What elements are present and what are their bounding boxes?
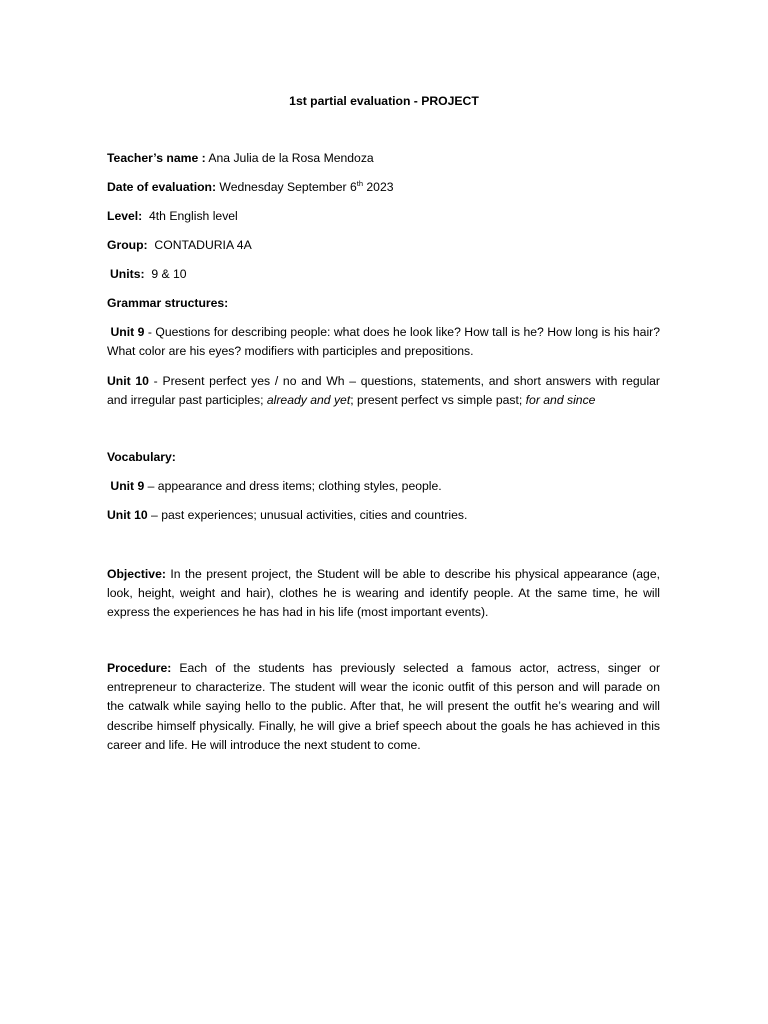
objective-paragraph xyxy=(107,565,660,623)
grammar-unit10-text-a: Present perfect yes / no and Wh – questions, statements, and short answers with regular and irregular past participles; xyxy=(107,374,660,408)
document-title: 1st partial evaluation - PROJECT xyxy=(289,94,479,108)
level-line xyxy=(107,207,238,226)
grammar-unit9-paragraph xyxy=(107,323,660,361)
vocabulary-unit9-label: Unit 9 xyxy=(110,479,145,493)
grammar-unit10-italic-2: for and since xyxy=(525,393,596,408)
teacher-line xyxy=(107,149,374,168)
units-label: Units: xyxy=(110,267,145,281)
procedure-paragraph xyxy=(107,659,660,755)
objective-text: In the present project, the Student will be able to describe his physical appearance (age, look, height, weight and hair), clothes he is wearing and identify people. At the same time, he will express the experiences he has had in his life (most important events). xyxy=(107,567,660,620)
vocabulary-unit10-label: Unit 10 xyxy=(107,508,148,522)
group-value: CONTADURIA 4A xyxy=(154,238,252,252)
date-line xyxy=(107,178,394,197)
level-label: Level: xyxy=(107,209,143,223)
objective-label: Objective: xyxy=(107,567,166,581)
vocabulary-heading: Vocabulary: xyxy=(107,450,176,464)
vocabulary-unit10-text: – past experiences; unusual activities, cities and countries. xyxy=(147,508,468,522)
grammar-unit10-label: Unit 10 xyxy=(107,374,149,388)
procedure-text: Each of the students has previously selected a famous actor, actress, singer or entrepreneur to characterize. The student will wear the iconic outfit of this person and will parade on the catwalk while saying hello to the public. After that, he will present the outfit he’s wearing and will describe himself physically. Finally, he will give a brief speech about the goals he has achieved in this career and life. He will introduce the next student to come. xyxy=(107,661,660,752)
grammar-unit9-sep: - xyxy=(144,325,156,339)
teacher-label: Teacher’s name : xyxy=(107,151,206,165)
grammar-unit10-paragraph xyxy=(107,372,660,410)
grammar-unit9-text: Questions for describing people: what does he look like? How tall is he? How long is his hair? What color are his eyes? modifiers with participles and prepositions. xyxy=(107,325,660,359)
grammar-unit10-sep: - xyxy=(148,374,163,388)
grammar-unit10-text-b: ; present perfect vs simple past; xyxy=(350,393,526,408)
group-label: Group: xyxy=(107,238,148,252)
date-value xyxy=(219,180,393,194)
vocabulary-unit9-line xyxy=(107,477,442,496)
level-value: 4th English level xyxy=(149,209,238,223)
vocabulary-unit10-line xyxy=(107,506,467,525)
procedure-label: Procedure: xyxy=(107,661,172,675)
teacher-value: Ana Julia de la Rosa Mendoza xyxy=(208,151,374,165)
group-line xyxy=(107,236,252,255)
units-value: 9 & 10 xyxy=(151,267,187,281)
date-value-year: 2023 xyxy=(363,180,394,194)
grammar-heading: Grammar structures: xyxy=(107,296,229,310)
grammar-unit9-label: Unit 9 xyxy=(110,325,145,339)
units-line xyxy=(110,265,187,284)
date-value-main: Wednesday September 6 xyxy=(219,180,357,194)
date-label: Date of evaluation: xyxy=(107,180,217,194)
date-value-suffix: th xyxy=(356,178,363,188)
grammar-unit10-italic-1: already and yet xyxy=(266,393,351,408)
vocabulary-unit9-text: – appearance and dress items; clothing styles, people. xyxy=(144,479,442,493)
